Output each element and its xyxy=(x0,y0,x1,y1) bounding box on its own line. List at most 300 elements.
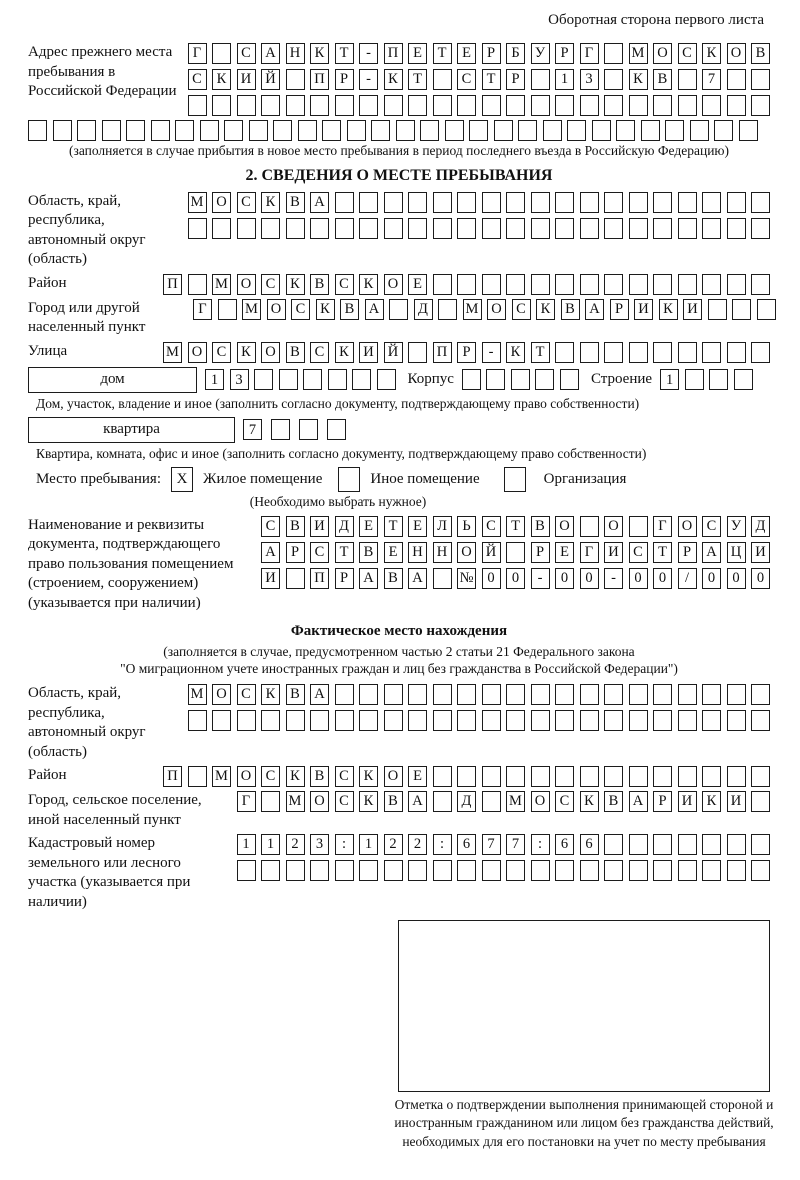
char-cell[interactable]: К xyxy=(506,342,525,363)
char-cell[interactable] xyxy=(702,192,721,213)
char-cell[interactable]: 0 xyxy=(580,568,599,589)
char-cell[interactable] xyxy=(629,860,648,881)
char-cell[interactable]: М xyxy=(188,192,207,213)
char-cell[interactable]: В xyxy=(359,542,378,563)
char-cell[interactable] xyxy=(727,274,746,295)
char-cell[interactable]: С xyxy=(310,542,329,563)
char-cell[interactable] xyxy=(678,860,697,881)
char-cell[interactable]: Н xyxy=(408,542,427,563)
char-cell[interactable]: А xyxy=(702,542,721,563)
char-cell[interactable]: 6 xyxy=(457,834,476,855)
char-cell[interactable] xyxy=(77,120,96,141)
char-cell[interactable] xyxy=(702,860,721,881)
char-cell[interactable]: А xyxy=(408,791,427,812)
char-cell[interactable]: 0 xyxy=(506,568,525,589)
char-cell[interactable] xyxy=(433,710,452,731)
char-cell[interactable]: П xyxy=(310,69,329,90)
char-cell[interactable] xyxy=(457,710,476,731)
char-cell[interactable]: С xyxy=(512,299,531,320)
char-cell[interactable] xyxy=(604,860,623,881)
char-cell[interactable] xyxy=(604,766,623,787)
char-cell[interactable] xyxy=(580,95,599,116)
char-cell[interactable] xyxy=(567,120,586,141)
char-cell[interactable] xyxy=(531,274,550,295)
char-cell[interactable]: 6 xyxy=(555,834,574,855)
char-cell[interactable] xyxy=(531,69,550,90)
char-cell[interactable] xyxy=(555,95,574,116)
char-cell[interactable]: Р xyxy=(506,69,525,90)
char-cell[interactable]: В xyxy=(286,516,305,537)
char-cell[interactable]: 0 xyxy=(482,568,501,589)
char-cell[interactable]: М xyxy=(163,342,182,363)
char-cell[interactable]: О xyxy=(212,684,231,705)
char-cell[interactable] xyxy=(751,69,770,90)
char-cell[interactable]: К xyxy=(286,766,305,787)
char-cell[interactable] xyxy=(739,120,758,141)
char-cell[interactable]: Р xyxy=(531,542,550,563)
char-cell[interactable] xyxy=(604,95,623,116)
char-cell[interactable] xyxy=(433,860,452,881)
char-cell[interactable] xyxy=(678,192,697,213)
char-cell[interactable] xyxy=(271,419,290,440)
char-cell[interactable]: Т xyxy=(384,516,403,537)
char-cell[interactable] xyxy=(359,684,378,705)
char-cell[interactable]: А xyxy=(585,299,604,320)
char-cell[interactable]: О xyxy=(384,274,403,295)
char-cell[interactable]: С xyxy=(261,516,280,537)
char-cell[interactable]: 2 xyxy=(286,834,305,855)
char-cell[interactable] xyxy=(327,419,346,440)
char-cell[interactable]: Т xyxy=(653,542,672,563)
char-cell[interactable] xyxy=(751,710,770,731)
char-cell[interactable] xyxy=(727,860,746,881)
char-cell[interactable]: У xyxy=(727,516,746,537)
char-cell[interactable]: О xyxy=(678,516,697,537)
char-cell[interactable] xyxy=(486,369,505,390)
char-cell[interactable]: Й xyxy=(384,342,403,363)
char-cell[interactable]: П xyxy=(163,274,182,295)
char-cell[interactable]: С xyxy=(335,766,354,787)
char-cell[interactable] xyxy=(604,43,623,64)
char-cell[interactable] xyxy=(212,43,231,64)
char-cell[interactable]: К xyxy=(261,192,280,213)
char-cell[interactable] xyxy=(580,684,599,705)
char-cell[interactable]: Р xyxy=(610,299,629,320)
char-cell[interactable] xyxy=(531,684,550,705)
char-cell[interactable] xyxy=(433,684,452,705)
char-cell[interactable] xyxy=(28,120,47,141)
char-cell[interactable] xyxy=(482,218,501,239)
char-cell[interactable] xyxy=(727,342,746,363)
char-cell[interactable]: Ь xyxy=(457,516,476,537)
char-cell[interactable] xyxy=(408,684,427,705)
char-cell[interactable]: М xyxy=(286,791,305,812)
char-cell[interactable]: Й xyxy=(482,542,501,563)
char-cell[interactable] xyxy=(653,274,672,295)
char-cell[interactable]: О xyxy=(188,342,207,363)
char-cell[interactable] xyxy=(188,274,207,295)
char-cell[interactable] xyxy=(371,120,390,141)
char-cell[interactable] xyxy=(237,860,256,881)
char-cell[interactable] xyxy=(224,120,243,141)
char-cell[interactable]: Т xyxy=(335,542,354,563)
char-cell[interactable] xyxy=(604,834,623,855)
char-cell[interactable]: В xyxy=(653,69,672,90)
char-cell[interactable] xyxy=(653,766,672,787)
char-cell[interactable] xyxy=(506,766,525,787)
char-cell[interactable]: Т xyxy=(335,43,354,64)
char-cell[interactable] xyxy=(433,69,452,90)
char-cell[interactable]: № xyxy=(457,568,476,589)
char-cell[interactable]: Е xyxy=(408,274,427,295)
char-cell[interactable]: И xyxy=(751,542,770,563)
char-cell[interactable]: Т xyxy=(506,516,525,537)
char-cell[interactable]: Г xyxy=(580,43,599,64)
char-cell[interactable] xyxy=(328,369,347,390)
char-cell[interactable] xyxy=(482,192,501,213)
char-cell[interactable] xyxy=(678,684,697,705)
char-cell[interactable] xyxy=(261,791,280,812)
char-cell[interactable] xyxy=(408,95,427,116)
char-cell[interactable] xyxy=(408,192,427,213)
char-cell[interactable]: 0 xyxy=(727,568,746,589)
char-cell[interactable]: С xyxy=(702,516,721,537)
char-cell[interactable] xyxy=(126,120,145,141)
char-cell[interactable] xyxy=(604,710,623,731)
char-cell[interactable]: - xyxy=(604,568,623,589)
char-cell[interactable]: 0 xyxy=(629,568,648,589)
char-cell[interactable]: Е xyxy=(408,766,427,787)
char-cell[interactable] xyxy=(384,95,403,116)
char-cell[interactable]: К xyxy=(384,69,403,90)
char-cell[interactable] xyxy=(751,274,770,295)
char-cell[interactable] xyxy=(254,369,273,390)
char-cell[interactable]: К xyxy=(335,342,354,363)
char-cell[interactable]: Н xyxy=(286,43,305,64)
char-cell[interactable] xyxy=(555,274,574,295)
char-cell[interactable] xyxy=(433,791,452,812)
char-cell[interactable] xyxy=(653,684,672,705)
char-cell[interactable] xyxy=(531,860,550,881)
char-cell[interactable] xyxy=(751,766,770,787)
char-cell[interactable]: С xyxy=(188,69,207,90)
char-cell[interactable] xyxy=(286,710,305,731)
char-cell[interactable]: К xyxy=(359,274,378,295)
char-cell[interactable]: П xyxy=(384,43,403,64)
char-cell[interactable]: К xyxy=(237,342,256,363)
char-cell[interactable]: В xyxy=(286,192,305,213)
char-cell[interactable]: О xyxy=(237,274,256,295)
char-cell[interactable] xyxy=(629,95,648,116)
char-cell[interactable]: М xyxy=(506,791,525,812)
char-cell[interactable] xyxy=(261,860,280,881)
char-cell[interactable] xyxy=(641,120,660,141)
char-cell[interactable]: 1 xyxy=(555,69,574,90)
char-cell[interactable] xyxy=(408,218,427,239)
char-cell[interactable] xyxy=(678,710,697,731)
char-cell[interactable] xyxy=(543,120,562,141)
char-cell[interactable] xyxy=(457,192,476,213)
char-cell[interactable] xyxy=(531,218,550,239)
char-cell[interactable] xyxy=(359,860,378,881)
char-cell[interactable]: - xyxy=(482,342,501,363)
char-cell[interactable] xyxy=(629,684,648,705)
char-cell[interactable] xyxy=(531,192,550,213)
char-cell[interactable]: П xyxy=(310,568,329,589)
char-cell[interactable]: В xyxy=(561,299,580,320)
char-cell[interactable] xyxy=(580,516,599,537)
char-cell[interactable] xyxy=(751,860,770,881)
char-cell[interactable]: 1 xyxy=(359,834,378,855)
char-cell[interactable] xyxy=(665,120,684,141)
char-cell[interactable] xyxy=(616,120,635,141)
char-cell[interactable] xyxy=(653,192,672,213)
char-cell[interactable]: Г xyxy=(188,43,207,64)
char-cell[interactable]: И xyxy=(310,516,329,537)
char-cell[interactable]: В xyxy=(604,791,623,812)
char-cell[interactable]: Р xyxy=(335,69,354,90)
char-cell[interactable] xyxy=(727,192,746,213)
char-cell[interactable]: К xyxy=(286,274,305,295)
char-cell[interactable]: Г xyxy=(193,299,212,320)
char-cell[interactable] xyxy=(560,369,579,390)
char-cell[interactable]: 6 xyxy=(580,834,599,855)
char-cell[interactable]: О xyxy=(531,791,550,812)
char-cell[interactable]: М xyxy=(463,299,482,320)
char-cell[interactable]: Д xyxy=(457,791,476,812)
char-cell[interactable] xyxy=(653,218,672,239)
char-cell[interactable] xyxy=(678,342,697,363)
char-cell[interactable]: : xyxy=(531,834,550,855)
char-cell[interactable] xyxy=(218,299,237,320)
char-cell[interactable] xyxy=(310,218,329,239)
char-cell[interactable]: М xyxy=(629,43,648,64)
char-cell[interactable]: Т xyxy=(482,69,501,90)
char-cell[interactable] xyxy=(629,274,648,295)
char-cell[interactable] xyxy=(678,834,697,855)
char-cell[interactable] xyxy=(506,274,525,295)
char-cell[interactable]: К xyxy=(310,43,329,64)
char-cell[interactable]: О xyxy=(555,516,574,537)
char-cell[interactable] xyxy=(335,710,354,731)
char-cell[interactable]: А xyxy=(629,791,648,812)
char-cell[interactable] xyxy=(310,710,329,731)
char-cell[interactable]: 1 xyxy=(237,834,256,855)
char-cell[interactable] xyxy=(506,710,525,731)
char-cell[interactable] xyxy=(702,710,721,731)
char-cell[interactable]: И xyxy=(727,791,746,812)
char-cell[interactable] xyxy=(653,860,672,881)
char-cell[interactable]: Е xyxy=(359,516,378,537)
char-cell[interactable]: 7 xyxy=(506,834,525,855)
char-cell[interactable]: В xyxy=(751,43,770,64)
char-cell[interactable]: О xyxy=(653,43,672,64)
char-cell[interactable]: 3 xyxy=(230,369,249,390)
char-cell[interactable] xyxy=(555,684,574,705)
char-cell[interactable] xyxy=(151,120,170,141)
char-cell[interactable]: А xyxy=(261,43,280,64)
char-cell[interactable]: Д xyxy=(751,516,770,537)
char-cell[interactable] xyxy=(629,192,648,213)
char-cell[interactable]: О xyxy=(261,342,280,363)
char-cell[interactable]: О xyxy=(267,299,286,320)
char-cell[interactable] xyxy=(531,95,550,116)
char-cell[interactable]: О xyxy=(727,43,746,64)
char-cell[interactable]: К xyxy=(212,69,231,90)
char-cell[interactable] xyxy=(653,710,672,731)
char-cell[interactable]: С xyxy=(237,192,256,213)
char-cell[interactable] xyxy=(352,369,371,390)
char-cell[interactable]: Т xyxy=(531,342,550,363)
char-cell[interactable] xyxy=(580,860,599,881)
char-cell[interactable]: А xyxy=(359,568,378,589)
char-cell[interactable] xyxy=(384,710,403,731)
char-cell[interactable] xyxy=(457,860,476,881)
char-cell[interactable]: 0 xyxy=(555,568,574,589)
char-cell[interactable]: К xyxy=(359,791,378,812)
char-cell[interactable] xyxy=(555,342,574,363)
char-cell[interactable] xyxy=(518,120,537,141)
char-cell[interactable] xyxy=(531,710,550,731)
char-cell[interactable] xyxy=(338,467,360,492)
char-cell[interactable]: М xyxy=(188,684,207,705)
char-cell[interactable]: В xyxy=(340,299,359,320)
char-cell[interactable] xyxy=(433,766,452,787)
char-cell[interactable] xyxy=(237,95,256,116)
char-cell[interactable]: И xyxy=(237,69,256,90)
char-cell[interactable] xyxy=(702,274,721,295)
char-cell[interactable] xyxy=(653,342,672,363)
char-cell[interactable]: Р xyxy=(335,568,354,589)
char-cell[interactable] xyxy=(438,299,457,320)
char-cell[interactable]: О xyxy=(384,766,403,787)
char-cell[interactable] xyxy=(751,791,770,812)
char-cell[interactable] xyxy=(580,342,599,363)
char-cell[interactable] xyxy=(102,120,121,141)
char-cell[interactable] xyxy=(604,69,623,90)
char-cell[interactable] xyxy=(702,684,721,705)
char-cell[interactable]: Р xyxy=(457,342,476,363)
char-cell[interactable]: - xyxy=(359,43,378,64)
char-cell[interactable] xyxy=(377,369,396,390)
char-cell[interactable] xyxy=(457,684,476,705)
char-cell[interactable] xyxy=(727,95,746,116)
char-cell[interactable]: О xyxy=(487,299,506,320)
char-cell[interactable] xyxy=(531,766,550,787)
char-cell[interactable] xyxy=(420,120,439,141)
char-cell[interactable]: О xyxy=(237,766,256,787)
char-cell[interactable] xyxy=(580,766,599,787)
char-cell[interactable]: Л xyxy=(433,516,452,537)
char-cell[interactable] xyxy=(732,299,751,320)
char-cell[interactable] xyxy=(604,192,623,213)
char-cell[interactable] xyxy=(53,120,72,141)
char-cell[interactable] xyxy=(727,766,746,787)
char-cell[interactable]: К xyxy=(629,69,648,90)
char-cell[interactable]: С xyxy=(261,766,280,787)
char-cell[interactable]: : xyxy=(433,834,452,855)
char-cell[interactable] xyxy=(286,69,305,90)
char-cell[interactable]: П xyxy=(433,342,452,363)
char-cell[interactable] xyxy=(678,69,697,90)
char-cell[interactable] xyxy=(457,766,476,787)
char-cell[interactable]: К xyxy=(316,299,335,320)
char-cell[interactable]: 7 xyxy=(702,69,721,90)
char-cell[interactable] xyxy=(555,766,574,787)
char-cell[interactable]: И xyxy=(261,568,280,589)
char-cell[interactable] xyxy=(310,95,329,116)
char-cell[interactable]: А xyxy=(310,684,329,705)
char-cell[interactable]: А xyxy=(408,568,427,589)
char-cell[interactable]: Е xyxy=(408,43,427,64)
char-cell[interactable]: П xyxy=(163,766,182,787)
char-cell[interactable]: Е xyxy=(555,542,574,563)
char-cell[interactable]: С xyxy=(237,43,256,64)
char-cell[interactable]: Т xyxy=(433,43,452,64)
char-cell[interactable] xyxy=(408,860,427,881)
char-cell[interactable] xyxy=(751,834,770,855)
char-cell[interactable] xyxy=(212,95,231,116)
char-cell[interactable] xyxy=(751,218,770,239)
char-cell[interactable] xyxy=(335,684,354,705)
char-cell[interactable]: 0 xyxy=(702,568,721,589)
char-cell[interactable] xyxy=(261,218,280,239)
char-cell[interactable] xyxy=(506,684,525,705)
char-cell[interactable]: 2 xyxy=(408,834,427,855)
char-cell[interactable]: Н xyxy=(433,542,452,563)
char-cell[interactable] xyxy=(751,684,770,705)
char-cell[interactable]: У xyxy=(531,43,550,64)
char-cell[interactable] xyxy=(237,710,256,731)
char-cell[interactable] xyxy=(482,710,501,731)
char-cell[interactable] xyxy=(555,710,574,731)
char-cell[interactable] xyxy=(457,95,476,116)
char-cell[interactable]: С xyxy=(291,299,310,320)
char-cell[interactable] xyxy=(457,274,476,295)
char-cell[interactable]: К xyxy=(359,766,378,787)
char-cell[interactable]: К xyxy=(702,791,721,812)
char-cell[interactable] xyxy=(433,568,452,589)
char-cell[interactable]: О xyxy=(604,516,623,537)
char-cell[interactable]: С xyxy=(629,542,648,563)
char-cell[interactable]: Б xyxy=(506,43,525,64)
char-cell[interactable] xyxy=(727,710,746,731)
char-cell[interactable] xyxy=(433,274,452,295)
char-cell[interactable] xyxy=(506,95,525,116)
char-cell[interactable] xyxy=(433,192,452,213)
char-cell[interactable]: 0 xyxy=(653,568,672,589)
char-cell[interactable] xyxy=(535,369,554,390)
char-cell[interactable] xyxy=(212,218,231,239)
char-cell[interactable] xyxy=(678,766,697,787)
char-cell[interactable]: 1 xyxy=(261,834,280,855)
char-cell[interactable]: И xyxy=(634,299,653,320)
char-cell[interactable]: 2 xyxy=(384,834,403,855)
char-cell[interactable]: С xyxy=(457,69,476,90)
char-cell[interactable] xyxy=(702,766,721,787)
char-cell[interactable] xyxy=(188,710,207,731)
char-cell[interactable] xyxy=(653,834,672,855)
char-cell[interactable]: X xyxy=(171,467,193,492)
char-cell[interactable]: 7 xyxy=(482,834,501,855)
char-cell[interactable] xyxy=(604,218,623,239)
char-cell[interactable] xyxy=(482,95,501,116)
char-cell[interactable] xyxy=(188,95,207,116)
char-cell[interactable] xyxy=(580,274,599,295)
char-cell[interactable]: В xyxy=(286,342,305,363)
char-cell[interactable] xyxy=(482,684,501,705)
char-cell[interactable] xyxy=(335,218,354,239)
